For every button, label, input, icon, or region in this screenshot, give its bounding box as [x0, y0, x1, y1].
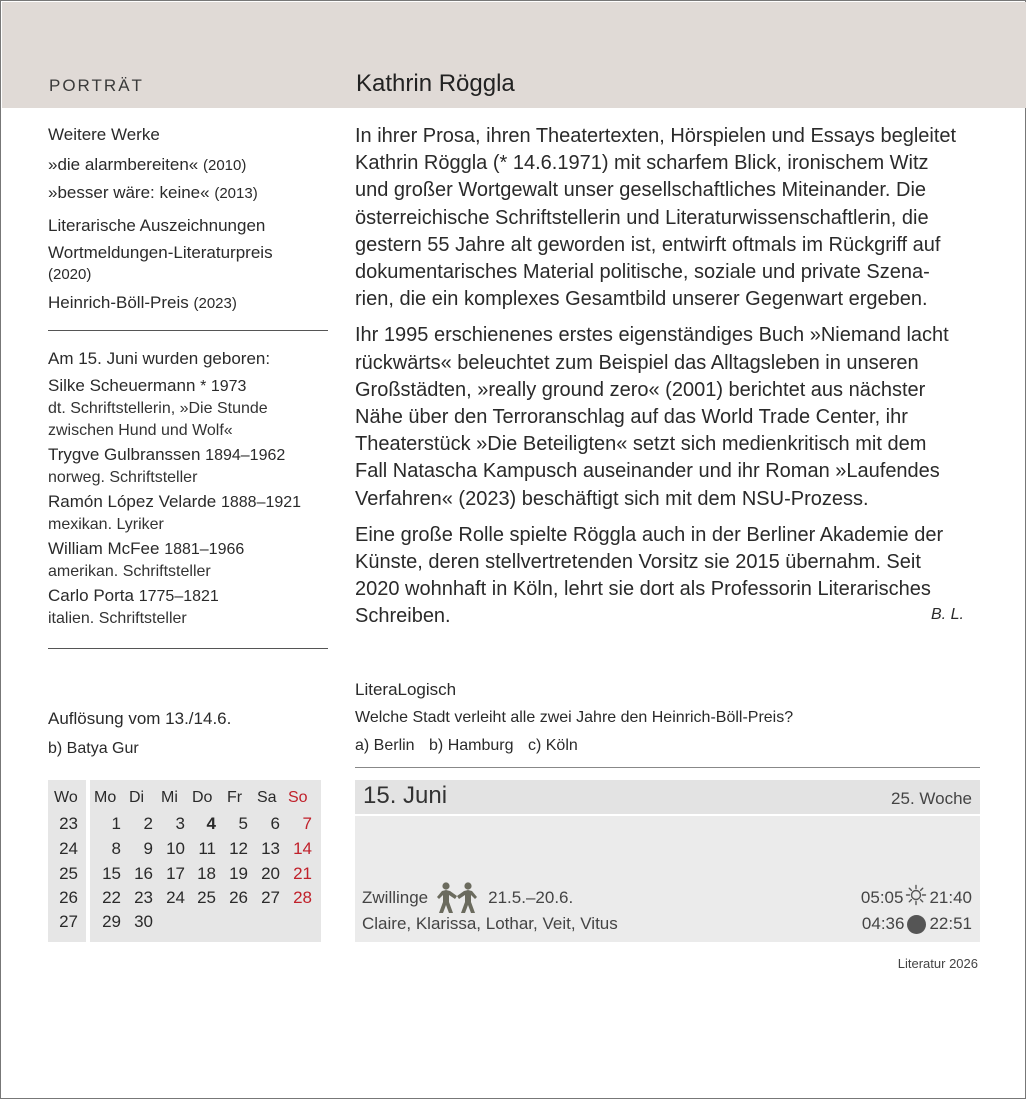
calendar-day: 8 — [111, 839, 121, 858]
solution-answer: b) Batya Gur — [48, 740, 139, 757]
calendar-day: 24 — [166, 888, 185, 907]
week-number-cell: 26 — [59, 888, 78, 907]
sun-times — [861, 884, 972, 911]
zodiac-name: Zwillinge — [362, 888, 429, 907]
zodiac-range: 21.5.–20.6. — [488, 888, 574, 907]
footer-label: Literatur 2026 — [897, 956, 978, 971]
calendar-day: 3 — [175, 814, 185, 833]
quiz-options — [355, 732, 985, 760]
twins-icon — [434, 882, 480, 914]
header-bar — [2, 2, 1026, 108]
quiz-option: a) Berlin — [355, 737, 415, 754]
calendar-day: 19 — [229, 864, 248, 883]
weekday-header: Fr — [227, 789, 243, 806]
calendar-day: 29 — [102, 912, 121, 931]
day-title: 15. Juni — [363, 782, 448, 809]
calendar-day: 18 — [197, 864, 216, 883]
calendar-day: 20 — [261, 864, 280, 883]
calendar-day: 4 — [206, 814, 216, 833]
birth-entry: Trygve Gulbranssen 1894–1962 norweg. Schriftsteller — [48, 445, 286, 486]
article-paragraph: In ihrer Prosa, ihren Theatertexten, Hörspielen und Essays begleitet Kathrin Röggla (* 14.6.1971) mit scharfem Blick, ironischem Witz und großer Wortgewalt unser gesellschaftliches Miteinander. Die österreichische Schriftstellerin und Literaturwissenschaftlerin, die gestern 55 Jahre alt geworden ist, entwirft oftmals im Rückgriff auf dokumentarisches Material politische, soziale und private Szena- rien, die ein komplexes Gesamtbild unserer Gegenwart ergeben. — [355, 125, 957, 311]
birth-entry: Carlo Porta 1775–1821 italien. Schriftsteller — [48, 586, 219, 627]
awards-section — [48, 214, 328, 316]
birth-entry: Silke Scheuermann * 1973 dt. Schriftstellerin, »Die Stunde zwischen Hund und Wolf« — [48, 376, 268, 439]
quiz-heading: LiteraLogisch — [355, 680, 457, 699]
week-number-cell: 27 — [59, 912, 78, 931]
calendar-day: 23 — [134, 888, 153, 907]
calendar-day: 17 — [166, 864, 185, 883]
zodiac-info — [362, 882, 573, 914]
calendar-day: 30 — [134, 912, 153, 931]
births-heading: Am 15. Juni wurden geboren: — [48, 349, 271, 368]
weekday-header: Do — [192, 789, 213, 806]
calendar-separator — [86, 780, 90, 942]
work-item: »die alarmbereiten« (2010) — [48, 155, 247, 174]
calendar-day: 15 — [102, 864, 121, 883]
day-header — [355, 780, 980, 814]
calendar-day: 26 — [229, 888, 248, 907]
works-section — [48, 123, 328, 207]
divider — [48, 648, 328, 649]
article-paragraph: Ihr 1995 erschienenes erstes eigenständiges Buch »Niemand lacht rückwärts« beleuchtet zum Beispiel das Alltagsleben in unseren Großstädten, »really ground zero« (2001) berichtet aus nächster Nähe über den Terroranschlag auf das World Trade Center, ihr Theaterstück »Die Beteiligten« setzt sich medienkritisch mit dem Fall Natascha Kampusch auseinander und ihr Roman »Laufendes Verfahren« (2023) beschäftigt sich mit dem NSU-Prozess. — [355, 324, 949, 510]
section-label: PORTRÄT — [49, 76, 144, 95]
weekday-header: Mo — [94, 789, 117, 806]
awards-heading: Literarische Auszeichnungen — [48, 216, 266, 235]
full-moon-icon — [907, 915, 926, 934]
week-number-cell: 24 — [59, 839, 78, 858]
calendar-day: 16 — [134, 864, 153, 883]
calendar-day: 6 — [270, 814, 280, 833]
day-details — [355, 816, 980, 942]
birth-entry: William McFee 1881–1966 amerikan. Schriftsteller — [48, 539, 245, 580]
weekday-header: So — [288, 789, 308, 806]
sunset-time: 21:40 — [929, 887, 972, 907]
calendar-day: 7 — [302, 814, 312, 833]
solution-heading: Auflösung vom 13./14.6. — [48, 709, 232, 728]
sunrise-time: 05:05 — [860, 887, 904, 907]
weekday-header: Sa — [257, 789, 277, 806]
calendar-day: 2 — [143, 814, 153, 833]
calendar-day: 21 — [293, 864, 312, 883]
calendar-day: 14 — [293, 839, 312, 858]
work-item: »besser wäre: keine« (2013) — [48, 183, 258, 202]
calendar-day: 9 — [143, 839, 153, 858]
calendar-day: 25 — [197, 888, 216, 907]
divider — [48, 330, 328, 331]
award-item: Heinrich-Böll-Preis (2023) — [48, 293, 237, 312]
calendar-day: 1 — [111, 814, 121, 833]
week-number: 25. Woche — [891, 789, 972, 808]
week-column-header: Wo — [54, 789, 78, 806]
week-number-cell: 23 — [59, 814, 78, 833]
quiz-option: b) Hamburg — [429, 737, 514, 754]
moon-times — [862, 914, 972, 934]
calendar-day: 12 — [229, 839, 248, 858]
calendar-day: 22 — [102, 888, 121, 907]
calendar-day: 13 — [261, 839, 280, 858]
quiz-section — [355, 676, 985, 760]
article-paragraph: Eine große Rolle spielte Röggla auch in der Berliner Akademie der Künste, deren stellvertretenden Vorsitz sie 2015 übernahm. Seit 2020 wohnhaft in Köln, lehrt sie dort als Professorin Literarisches Schreiben. — [355, 523, 944, 628]
calendar-day: 11 — [198, 839, 216, 858]
name-days: Claire, Klarissa, Lothar, Veit, Vitus — [362, 914, 618, 933]
weekday-header: Di — [129, 789, 145, 806]
quiz-option: c) Köln — [527, 737, 578, 754]
moonset-time: 22:51 — [929, 914, 972, 933]
birth-entry: Ramón López Velarde 1888–1921 mexikan. Lyriker — [48, 492, 302, 533]
births-section — [48, 347, 328, 631]
calendar-day: 27 — [261, 888, 280, 907]
sun-icon — [905, 884, 927, 911]
moonrise-time: 04:36 — [861, 914, 905, 933]
weekday-header: Mi — [161, 789, 178, 806]
calendar-day: 10 — [166, 839, 185, 858]
calendar-day: 28 — [293, 888, 312, 907]
quiz-solution — [48, 704, 231, 764]
quiz-question: Welche Stadt verleiht alle zwei Jahre den Heinrich-Böll-Preis? — [355, 709, 794, 726]
works-heading: Weitere Werke — [48, 125, 160, 144]
calendar-day: 5 — [238, 814, 248, 833]
author-initials: B. L. — [931, 606, 964, 623]
mini-calendar — [48, 780, 321, 942]
article-body — [355, 123, 985, 640]
week-number-cell: 25 — [59, 864, 78, 883]
divider — [355, 767, 980, 768]
award-item: Wortmeldungen-Literaturpreis (2020) — [48, 243, 273, 283]
page-title: Kathrin Röggla — [356, 70, 515, 97]
